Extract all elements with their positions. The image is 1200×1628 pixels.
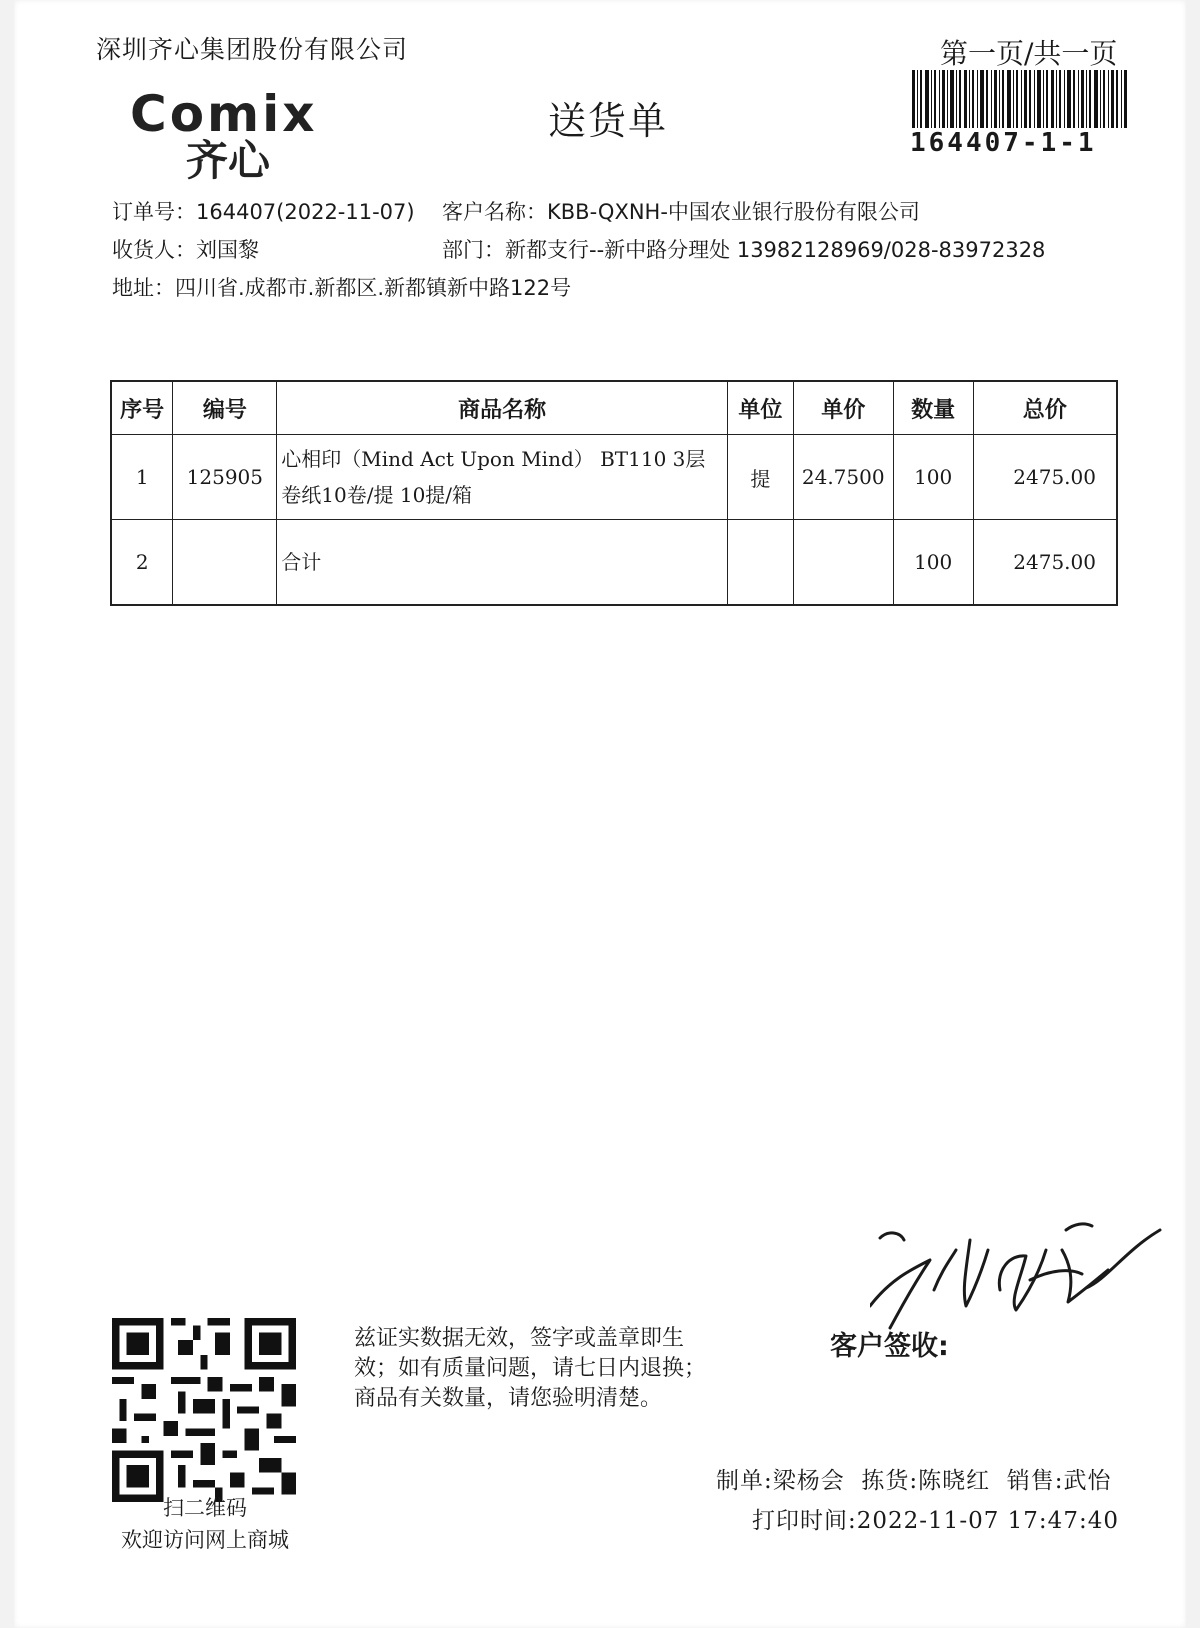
customer-sign-label: 客户签收: — [830, 1331, 949, 1362]
terms-line-3: 商品有关数量，请您验明清楚。 — [354, 1386, 663, 1411]
items-table — [110, 380, 1118, 606]
page-info: 第一页/共一页 — [940, 37, 1118, 70]
header-unit: 单位 — [727, 381, 793, 435]
barcode-number: 164407-1-1 — [910, 128, 1097, 158]
terms-line-1: 兹证实数据无效，签字或盖章即生 — [354, 1326, 685, 1351]
address: 地址：四川省.成都市.新都区.新都镇新中路122号 — [112, 276, 572, 300]
company-name: 深圳齐心集团股份有限公司 — [96, 35, 409, 64]
table-header-row — [111, 381, 1117, 435]
cell-code — [173, 520, 277, 606]
header-code: 编号 — [173, 381, 277, 435]
cell-seq: 2 — [111, 520, 173, 606]
header-quantity: 数量 — [893, 381, 973, 435]
table-row — [111, 520, 1117, 606]
table-row — [111, 435, 1117, 520]
qr-caption-scan: 扫二维码 — [163, 1496, 247, 1520]
customer-signature — [870, 1210, 1170, 1340]
cell-unit-price: 24.7500 — [793, 435, 893, 520]
cell-code: 125905 — [173, 435, 277, 520]
department: 部门：新都支行--新中路分理处 13982128969/028-83972328 — [442, 238, 1046, 262]
logo-text-en: Comix — [130, 85, 318, 143]
qr-caption-shop: 欢迎访问网上商城 — [121, 1528, 289, 1552]
header-seq: 序号 — [111, 381, 173, 435]
logo-text-cn: 齐心 — [186, 136, 271, 185]
cell-quantity: 100 — [893, 520, 973, 606]
cell-quantity: 100 — [893, 435, 973, 520]
order-number: 订单号：164407(2022-11-07) — [112, 200, 415, 224]
header-product-name: 商品名称 — [277, 381, 728, 435]
cell-unit: 提 — [727, 435, 793, 520]
cell-product-name: 心相印（Mind Act Upon Mind） BT110 3层卷纸10卷/提 10提/箱 — [277, 435, 728, 520]
terms-note — [354, 1324, 706, 1414]
cell-total: 2475.00 — [973, 435, 1117, 520]
document-title: 送货单 — [548, 99, 669, 143]
qr-code — [112, 1318, 296, 1502]
header-unit-price: 单价 — [793, 381, 893, 435]
cell-total: 2475.00 — [973, 520, 1117, 606]
terms-line-2: 效；如有质量问题，请七日内退换； — [354, 1356, 707, 1381]
cell-unit-price — [793, 520, 893, 606]
header-total: 总价 — [973, 381, 1117, 435]
customer-name: 客户名称：KBB-QXNH-中国农业银行股份有限公司 — [442, 200, 920, 224]
comix-logo — [130, 85, 350, 190]
cell-unit — [727, 520, 793, 606]
barcode — [912, 70, 1130, 128]
print-time: 打印时间:2022-11-07 17:47:40 — [752, 1508, 1119, 1534]
staff-info: 制单:梁杨会 拣货:陈晓红 销售:武怡 — [716, 1468, 1112, 1494]
cell-product-name: 合计 — [277, 520, 728, 606]
cell-seq: 1 — [111, 435, 173, 520]
receiver-name: 收货人：刘国黎 — [112, 238, 259, 262]
